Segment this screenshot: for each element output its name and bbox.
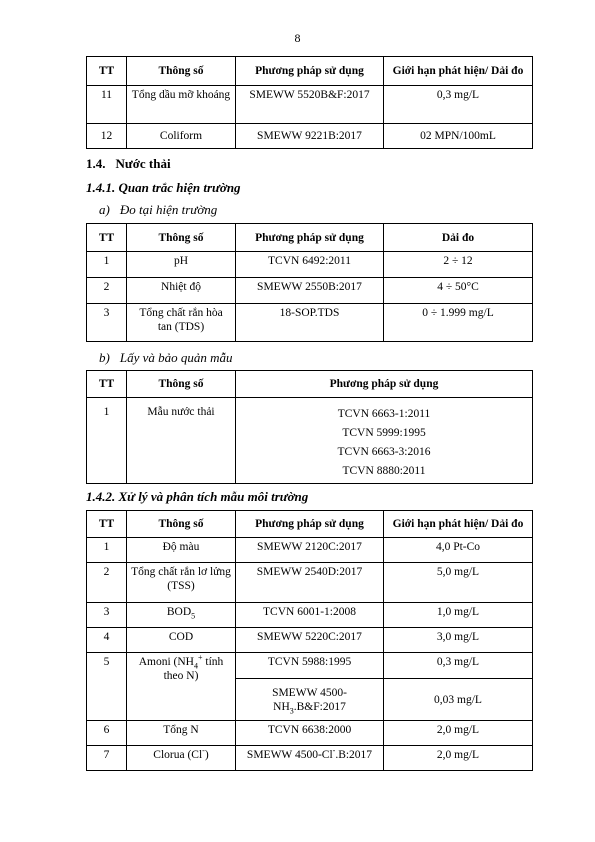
col-header-parameter: Thông số: [127, 511, 236, 538]
col-header-tt: TT: [87, 511, 127, 538]
col-header-limit: Giới hạn phát hiện/ Dải đo: [384, 57, 533, 86]
method-post: .B:2017: [335, 749, 373, 761]
cell-method: SMEWW 9221B:2017: [236, 124, 384, 149]
table-row: [87, 538, 533, 563]
section-number: 1.4.2.: [86, 489, 116, 504]
param-post: tính theo N): [163, 656, 224, 682]
section-title: Quan trắc hiện trường: [118, 180, 241, 195]
table-oil-coliform: [86, 56, 533, 149]
table-field-measurement: [86, 223, 533, 342]
cell-limit: 4,0 Pt-Co: [384, 538, 533, 563]
method-line: TCVN 8880:2011: [342, 465, 426, 477]
cell-parameter: Tổng chất rắn hòa tan (TDS): [127, 304, 236, 342]
col-header-method: Phương pháp sử dụng: [236, 57, 384, 86]
col-header-tt: TT: [87, 371, 127, 398]
param-post: ): [204, 749, 209, 761]
col-header-range: Dải đo: [384, 224, 533, 252]
table-row: [87, 628, 533, 653]
cell-parameter: Độ màu: [127, 538, 236, 563]
cell-parameter: Tổng N: [127, 721, 236, 746]
col-header-method: Phương pháp sử dụng: [236, 511, 384, 538]
cell-parameter: Coliform: [127, 124, 236, 149]
table-analysis: [86, 510, 533, 771]
cell-method: SMEWW 2120C:2017: [236, 538, 384, 563]
subheading-a: [99, 202, 217, 218]
cell-tt: 5: [87, 653, 127, 721]
cell-tt: 6: [87, 721, 127, 746]
section-heading-1-4-1: [86, 180, 241, 196]
section-number: 1.4.: [86, 156, 106, 171]
cell-tt: 7: [87, 746, 127, 771]
subheading-b: [99, 350, 233, 366]
table-row: [87, 746, 533, 771]
cell-tt: 1: [87, 252, 127, 278]
method-pre: SMEWW 4500-NH: [272, 686, 347, 713]
param-subscript: 5: [191, 611, 196, 621]
cell-tt: 12: [87, 124, 127, 149]
param-pre: Amoni (NH: [138, 656, 194, 668]
sub-label: a): [99, 202, 110, 217]
cell-tt: 2: [87, 278, 127, 304]
cell-parameter: Mẫu nước thải: [127, 398, 236, 484]
cell-limit: 3,0 mg/L: [384, 628, 533, 653]
cell-range: 2 ÷ 12: [384, 252, 533, 278]
method-subscript: 3: [289, 705, 294, 715]
cell-parameter: Tổng dầu mỡ khoáng: [127, 86, 236, 124]
cell-limit: 02 MPN/100mL: [384, 124, 533, 149]
param-subscript: 4: [193, 661, 198, 671]
cell-parameter: [127, 653, 236, 721]
col-header-method: Phương pháp sử dụng: [236, 224, 384, 252]
cell-tt: 1: [87, 398, 127, 484]
method-superscript: -: [332, 746, 336, 756]
table-row: [87, 304, 533, 342]
section-heading-1-4: [86, 156, 171, 172]
table-row: [87, 563, 533, 603]
table-row: [87, 603, 533, 628]
method-line: TCVN 6663-3:2016: [337, 446, 431, 458]
cell-method: 18-SOP.TDS: [236, 304, 384, 342]
method-post: .B&F:2017: [293, 700, 346, 713]
col-header-method: Phương pháp sử dụng: [236, 371, 533, 398]
table-row: [87, 124, 533, 149]
param-pre: Clorua (Cl: [153, 749, 203, 761]
cell-limit: 1,0 mg/L: [384, 603, 533, 628]
section-heading-1-4-2: [86, 489, 308, 505]
section-title: Nước thải: [115, 156, 171, 171]
col-header-parameter: Thông số: [127, 57, 236, 86]
param-superscript: +: [197, 653, 203, 663]
cell-tt: 2: [87, 563, 127, 603]
col-header-tt: TT: [87, 224, 127, 252]
table-row: [87, 278, 533, 304]
cell-method: TCVN 6638:2000: [236, 721, 384, 746]
cell-parameter: [127, 603, 236, 628]
cell-parameter: Nhiệt độ: [127, 278, 236, 304]
sub-label: b): [99, 350, 110, 365]
col-header-parameter: Thông số: [127, 371, 236, 398]
section-number: 1.4.1.: [86, 180, 116, 195]
param-superscript: -: [202, 746, 205, 756]
cell-tt: 1: [87, 538, 127, 563]
cell-range: 0 ÷ 1.999 mg/L: [384, 304, 533, 342]
cell-parameter: [127, 746, 236, 771]
cell-method: [236, 746, 384, 771]
table-row: [87, 653, 533, 679]
cell-parameter: pH: [127, 252, 236, 278]
section-title: Xử lý và phân tích mẫu môi trường: [118, 489, 309, 504]
col-header-limit: Giới hạn phát hiện/ Dải đo: [384, 511, 533, 538]
cell-method: SMEWW 5220C:2017: [236, 628, 384, 653]
cell-limit: 2,0 mg/L: [384, 746, 533, 771]
cell-method: SMEWW 5520B&F:2017: [236, 86, 384, 124]
table-row: [87, 252, 533, 278]
page-number: 8: [294, 31, 301, 45]
sub-title: Lấy và bảo quản mẫu: [119, 350, 233, 365]
cell-method: [236, 679, 384, 721]
cell-limit: 0,3 mg/L: [384, 86, 533, 124]
col-header-parameter: Thông số: [127, 224, 236, 252]
method-line: TCVN 5999:1995: [342, 427, 426, 439]
cell-limit: 2,0 mg/L: [384, 721, 533, 746]
cell-method: TCVN 5988:1995: [236, 653, 384, 679]
table-row: [87, 398, 533, 484]
table-row: [87, 86, 533, 124]
cell-parameter: COD: [127, 628, 236, 653]
table-sampling: [86, 370, 533, 484]
cell-method: SMEWW 2550B:2017: [236, 278, 384, 304]
cell-range: 4 ÷ 50°C: [384, 278, 533, 304]
cell-limit: 5,0 mg/L: [384, 563, 533, 603]
cell-method: TCVN 6001-1:2008: [236, 603, 384, 628]
method-pre: SMEWW 4500-Cl: [246, 749, 333, 761]
sub-title: Đo tại hiện trường: [119, 202, 218, 217]
cell-tt: 3: [87, 304, 127, 342]
table-row: [87, 721, 533, 746]
cell-tt: 11: [87, 86, 127, 124]
cell-limit: 0,3 mg/L: [384, 653, 533, 679]
cell-method: SMEWW 2540D:2017: [236, 563, 384, 603]
cell-methods: [236, 398, 533, 484]
cell-parameter: Tổng chất rắn lơ lửng (TSS): [127, 563, 236, 603]
col-header-tt: TT: [87, 57, 127, 86]
cell-method: TCVN 6492:2011: [236, 252, 384, 278]
method-line: TCVN 6663-1:2011: [337, 408, 431, 420]
cell-tt: 4: [87, 628, 127, 653]
cell-limit: 0,03 mg/L: [384, 679, 533, 721]
cell-tt: 3: [87, 603, 127, 628]
param-main: BOD: [166, 606, 192, 618]
